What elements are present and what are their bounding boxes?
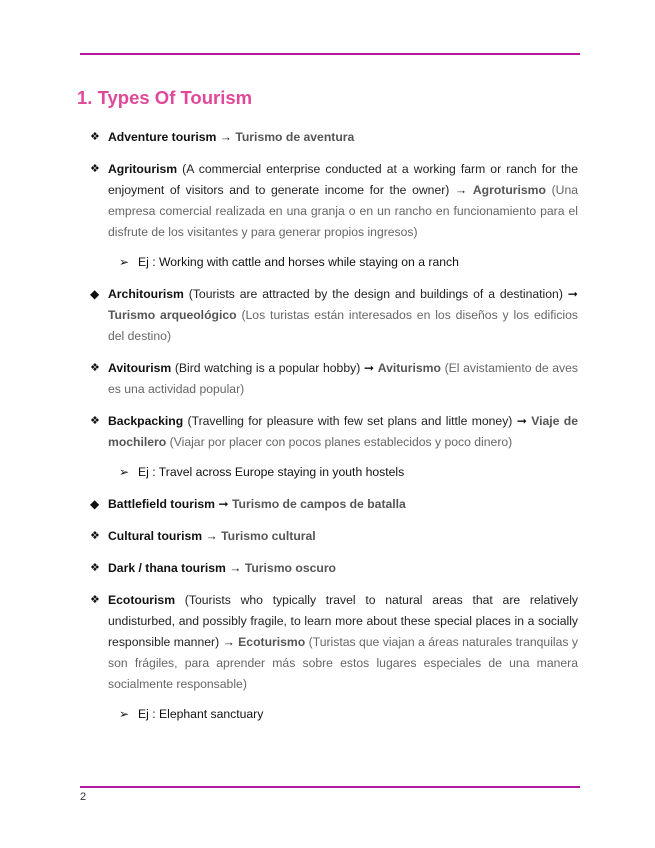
list-item-ecotourism — [90, 590, 578, 695]
list-item-dark-tourism — [90, 558, 578, 579]
example-ecotourism — [90, 704, 578, 725]
definition-english: (A commercial enterprise conducted at a working farm or ranch for the enjoyment of visitors and to generate income for the owner) — [108, 162, 578, 197]
list-item-battlefield-tourism — [90, 494, 578, 515]
list-item-avitourism — [90, 358, 578, 400]
diamond-bullet-icon: ❖ — [90, 594, 100, 606]
term-english: Backpacking — [108, 414, 184, 428]
definition-english: (Travelling for pleasure with few set plans and little money) — [187, 414, 513, 428]
arrow-bullet-icon: ➢ — [119, 707, 130, 721]
definition-spanish: (Turistas que viajan a áreas naturales tranquilas y son frágiles, para aprender más sobre estos lugares especiales de una manera socialmente responsable) — [108, 635, 579, 691]
diamond-bullet-icon: ❖ — [90, 163, 100, 175]
term-english: Agritourism — [108, 162, 178, 176]
term-spanish: Turismo de campos de batalla — [232, 497, 406, 511]
term-spanish: Turismo de aventura — [235, 130, 355, 144]
term-spanish: Viaje de mochilero — [108, 414, 578, 449]
definition-spanish: (El avistamiento de aves es una actividad popular) — [108, 361, 579, 396]
list-item-backpacking — [90, 411, 578, 453]
arrow-icon: → — [219, 130, 232, 144]
diamond-bullet-icon: ❖ — [90, 362, 100, 374]
arrow-icon: ➞ — [567, 287, 579, 301]
example-text: Ej : Elephant sanctuary — [138, 707, 264, 721]
term-english: Cultural tourism — [108, 529, 203, 543]
definition-english: (Tourists are attracted by the design and buildings of a destination) — [188, 287, 563, 301]
arrow-icon: ➞ — [363, 361, 375, 375]
arrow-icon: → — [455, 183, 468, 197]
term-spanish: Turismo oscuro — [244, 561, 337, 575]
term-spanish: Turismo arqueológico — [108, 308, 237, 322]
definition-spanish: (Una empresa comercial realizada en una granja o en un rancho en funcionamiento para el disfrute de los visitantes y para generar propios ingresos) — [108, 183, 579, 239]
term-list — [90, 127, 578, 736]
arrow-icon: → — [205, 529, 218, 543]
term-spanish: Turismo cultural — [221, 529, 316, 543]
solid-diamond-bullet-icon: ◆ — [90, 287, 100, 301]
list-item-architourism — [90, 284, 578, 347]
term-english: Dark / thana tourism — [108, 561, 226, 575]
example-agritourism — [90, 252, 578, 273]
bottom-divider — [80, 786, 580, 788]
arrow-icon: → — [229, 561, 242, 575]
definition-spanish: (Los turistas están interesados en los diseños y los edificios del destino) — [108, 308, 579, 343]
arrow-bullet-icon: ➢ — [119, 465, 130, 479]
example-backpacking — [90, 462, 578, 483]
list-item-cultural-tourism — [90, 526, 578, 547]
top-divider — [80, 53, 580, 55]
page-number: 2 — [80, 791, 87, 803]
term-spanish: Agroturismo — [472, 183, 546, 197]
definition-english: (Tourists who typically travel to natural areas that are relatively undisturbed, and possibly fragile, to learn more about these special places in a socially responsible manner) — [108, 593, 578, 649]
arrow-icon: → — [222, 635, 235, 649]
solid-diamond-bullet-icon: ◆ — [90, 497, 100, 511]
example-text: Ej : Working with cattle and horses while staying on a ranch — [138, 255, 459, 269]
arrow-bullet-icon: ➢ — [119, 255, 130, 269]
diamond-bullet-icon: ❖ — [90, 562, 100, 574]
section-heading: 1. Types Of Tourism — [77, 87, 253, 108]
term-spanish: Aviturismo — [377, 361, 441, 375]
diamond-bullet-icon: ❖ — [90, 415, 100, 427]
term-english: Architourism — [108, 287, 184, 301]
arrow-icon: ➞ — [516, 414, 527, 428]
definition-spanish: (Viajar por placer con pocos planes establecidos y poco dinero) — [169, 435, 513, 449]
list-item-agritourism — [90, 159, 578, 243]
definition-english: (Bird watching is a popular hobby) — [174, 361, 361, 375]
term-english: Adventure tourism — [108, 130, 217, 144]
diamond-bullet-icon: ❖ — [90, 131, 100, 143]
term-english: Battlefield tourism — [108, 497, 215, 511]
example-text: Ej : Travel across Europe staying in youth hostels — [138, 465, 405, 479]
diamond-bullet-icon: ❖ — [90, 530, 100, 542]
term-spanish: Ecoturismo — [238, 635, 306, 649]
term-english: Avitourism — [108, 361, 172, 375]
term-english: Ecotourism — [108, 593, 176, 607]
list-item-adventure-tourism — [90, 127, 578, 148]
arrow-icon: ➞ — [218, 497, 229, 511]
